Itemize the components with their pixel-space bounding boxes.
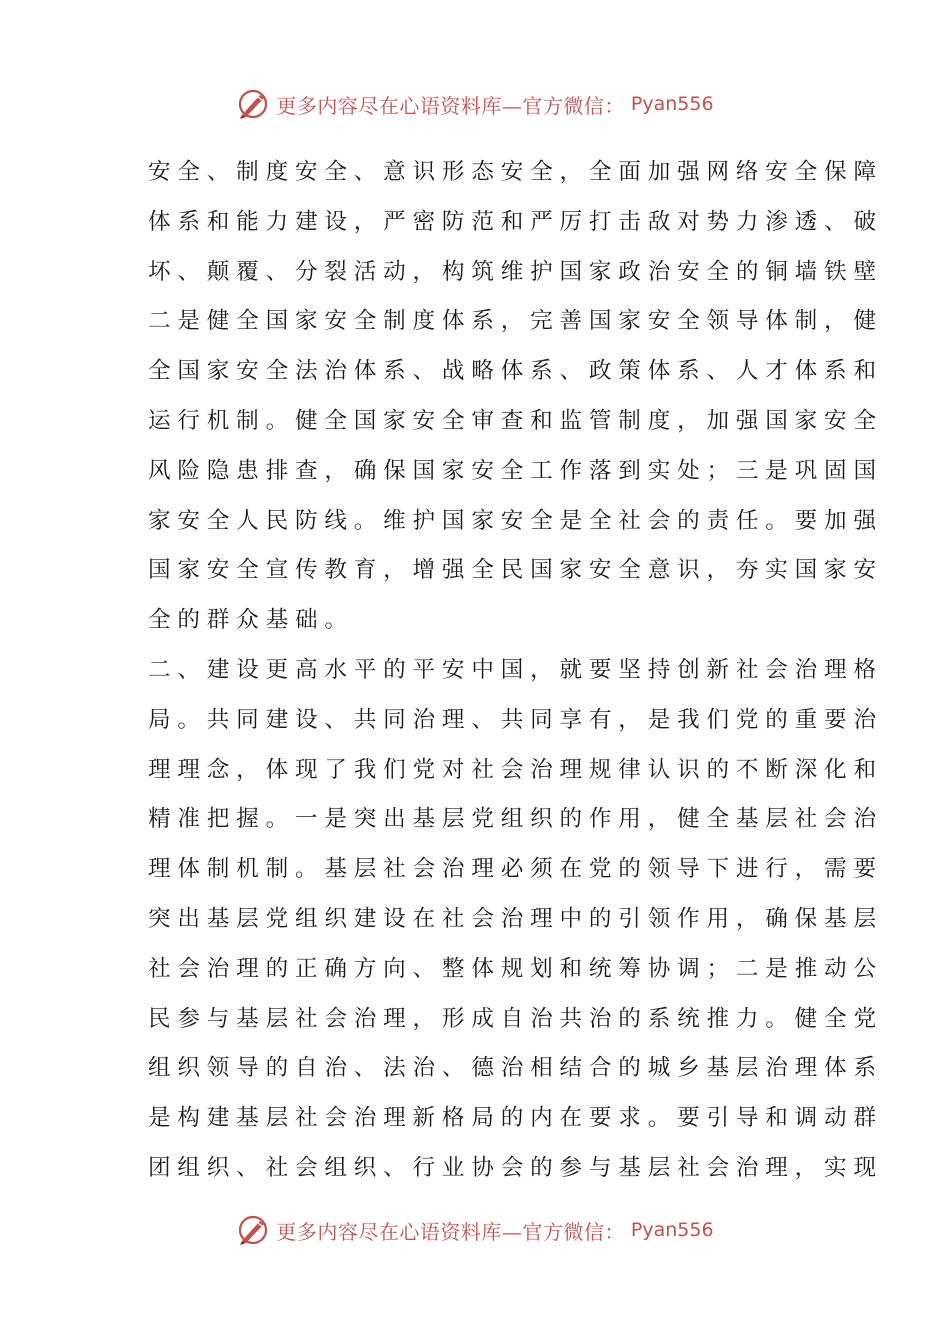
pen-logo-icon: [236, 1213, 270, 1247]
text-line: 坏、颠覆、分裂活动，构筑维护国家政治安全的铜墙铁壁: [148, 258, 883, 285]
text-line: 家安全人民防线。维护国家安全是全社会的责任。要加强: [148, 507, 883, 534]
text-line: 风险隐患排查，确保国家安全工作落到实处；三是巩固国: [148, 457, 883, 484]
wechat-id: Pyan556: [630, 1219, 714, 1241]
text-line: 理体制机制。基层社会治理必须在党的领导下进行，需要: [148, 856, 883, 883]
text-line: 组织领导的自治、法治、德治相结合的城乡基层治理体系: [148, 1055, 883, 1082]
text-line: 突出基层党组织建设在社会治理中的引领作用，确保基层: [148, 905, 883, 932]
document-body: [148, 148, 883, 1194]
footer-banner: [0, 1210, 950, 1250]
text-line: 是构建基层社会治理新格局的内在要求。要引导和调动群: [148, 1105, 883, 1132]
pen-logo-icon: [236, 87, 270, 121]
wechat-id: Pyan556: [630, 93, 714, 115]
text-line: 团组织、社会组织、行业协会的参与基层社会治理，实现: [148, 1154, 883, 1181]
text-line: 全国家安全法治体系、战略体系、政策体系、人才体系和: [148, 358, 883, 385]
text-line: 国家安全宣传教育，增强全民国家安全意识，夯实国家安: [148, 557, 883, 584]
text-line: 全的群众基础。: [148, 607, 354, 634]
banner-text: 更多内容尽在心语资料库—官方微信：: [276, 1219, 625, 1244]
text-line: 精准把握。一是突出基层党组织的作用，健全基层社会治: [148, 806, 883, 833]
text-line: 体系和能力建设，严密防范和严厉打击敌对势力渗透、破: [148, 208, 883, 235]
header-banner: [0, 84, 950, 124]
text-line: 安全、制度安全、意识形态安全，全面加强网络安全保障: [148, 159, 883, 185]
text-line: 局。共同建设、共同治理、共同享有，是我们党的重要治: [148, 706, 883, 733]
text-line: 社会治理的正确方向、整体规划和统筹协调；二是推动公: [148, 955, 883, 982]
text-line: 民参与基层社会治理，形成自治共治的系统推力。健全党: [148, 1005, 883, 1032]
text-line: 二是健全国家安全制度体系，完善国家安全领导体制，健: [148, 308, 883, 335]
text-line: 理理念，体现了我们党对社会治理规律认识的不断深化和: [148, 756, 883, 783]
text-line: 二、建设更高水平的平安中国，就要坚持创新社会治理格: [148, 656, 883, 683]
text-line: 运行机制。健全国家安全审查和监管制度，加强国家安全: [148, 407, 883, 434]
banner-text: 更多内容尽在心语资料库—官方微信：: [276, 93, 625, 118]
